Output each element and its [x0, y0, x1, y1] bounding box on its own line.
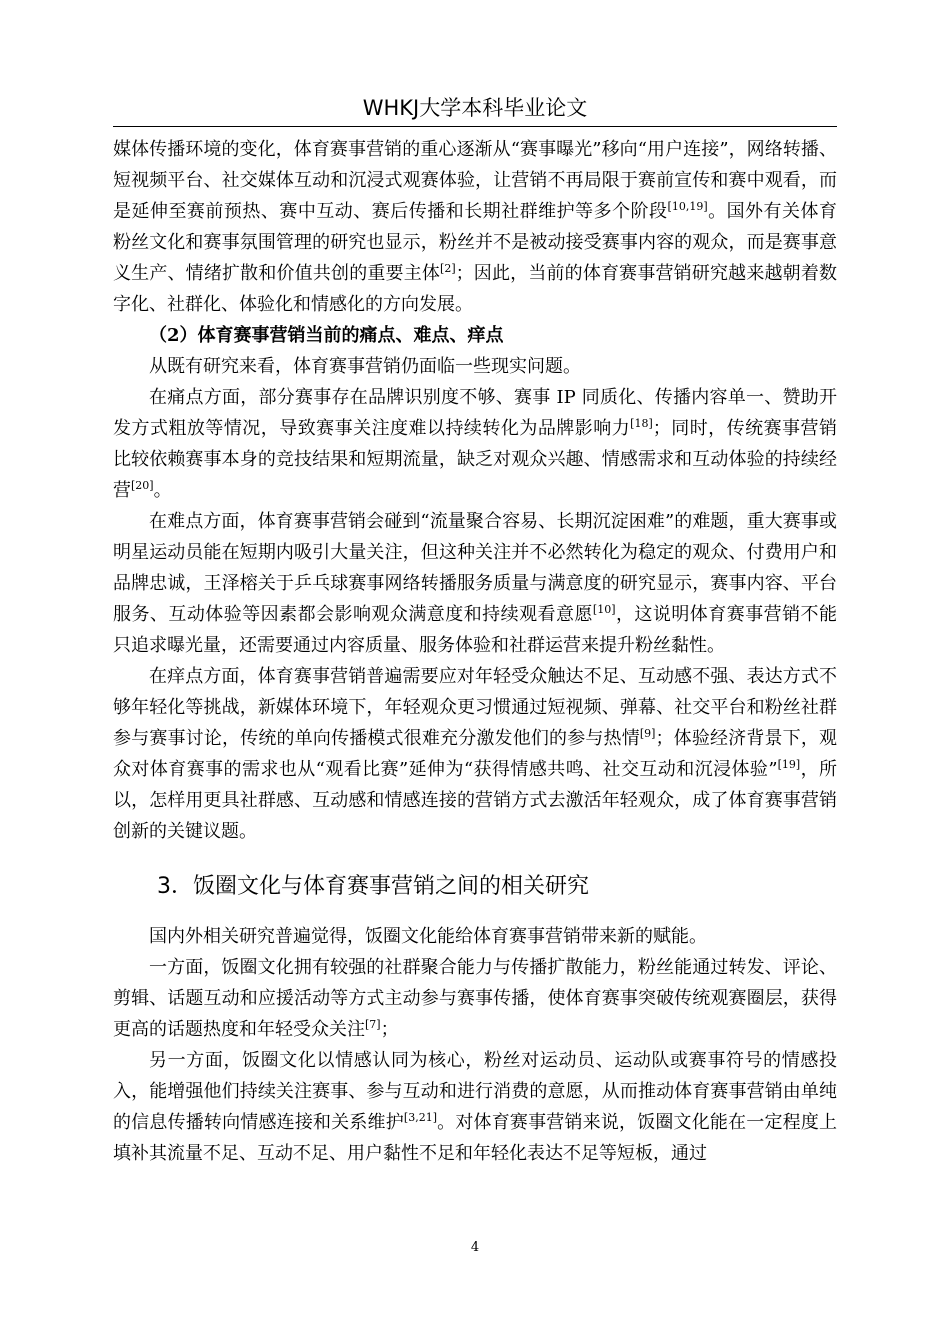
citation: [3,21] — [403, 1111, 437, 1124]
citation: [10] — [592, 603, 616, 616]
paragraph-2: 从既有研究来看，体育赛事营销仍面临一些现实问题。 — [149, 356, 581, 377]
page-header-title: WHKJ大学本科毕业论文 — [362, 96, 588, 120]
citation: [19] — [777, 758, 801, 771]
citation: [2] — [440, 262, 456, 275]
paragraph-8: 另一方面，饭圈文化以情感认同为核心，粉丝对运动员、运动队或赛事符号的情感投入，能增强他们持续关注赛事、参与互动和进行消费的意愿，从而推动体育赛事营销由单纯的信息传播转向情感连接和关系维护[3,21]。对体育赛事营销来说，饭圈文化能在一定程度上填补其流量不足、互动不足、用户黏性不足和年轻化表达不足等短板，通过 — [113, 1050, 838, 1164]
paragraph-3: 在痛点方面，部分赛事存在品牌识别度不够、赛事 IP 同质化、传播内容单一、赞助开发方式粗放等情况，导致赛事关注度难以持续转化为品牌影响力[18]；同时，传统赛事营销比较依赖赛事本身的竞技结果和短期流量，缺乏对观众兴趣、情感需求和互动体验的持续经营[20]。 — [113, 387, 837, 501]
page-number: 4 — [470, 1240, 480, 1255]
body-text — [113, 134, 837, 1169]
paragraph-7: 一方面，饭圈文化拥有较强的社群聚合能力与传播扩散能力，粉丝能通过转发、评论、剪辑、话题互动和应援活动等方式主动参与赛事传播，使体育赛事突破传统观赛圈层，获得更高的话题热度和年轻受众关注[7]； — [113, 957, 837, 1040]
citation: [9] — [639, 727, 656, 740]
paragraph-1: 媒体传播环境的变化，体育赛事营销的重心逐渐从“赛事曝光”移向“用户连接”，网络转播、短视频平台、社交媒体互动和沉浸式观赛体验，让营销不再局限于赛前宣传和赛中观看，而是延伸至赛前预热、赛中互动、赛后传播和长期社群维护等多个阶段[10,19]。国外有关体育粉丝文化和赛事氛围管理的研究也显示，粉丝并不是被动接受赛事内容的观众，而是赛事意义生产、情绪扩散和价值共创的重要主体[2]；因此，当前的体育赛事营销研究越来越朝着数字化、社群化、体验化和情感化的方向发展。 — [113, 139, 838, 315]
header-divider — [113, 126, 837, 127]
citation: [7] — [365, 1018, 381, 1031]
paragraph-5: 在痒点方面，体育赛事营销普遍需要应对年轻受众触达不足、互动感不强、表达方式不够年轻化等挑战，新媒体环境下，年轻观众更习惯通过短视频、弹幕、社交平台和粉丝社群参与赛事讨论，传统的单向传播模式很难充分激发他们的参与热情[9]；体验经济背景下，观众对体育赛事的需求也从“观看比赛”延伸为“获得情感共鸣、社交互动和沉浸体验”[19]，所以，怎样用更具社群感、互动感和情感连接的营销方式去激活年轻观众，成了体育赛事营销创新的关键议题。 — [113, 666, 838, 842]
subheading: （2）体育赛事营销当前的痛点、难点、痒点 — [149, 325, 504, 346]
section-heading: 3．饭圈文化与体育赛事营销之间的相关研究 — [157, 874, 589, 899]
paragraph-4: 在难点方面，体育赛事营销会碰到“流量聚合容易、长期沉淀困难”的难题，重大赛事或明星运动员能在短期内吸引大量关注，但这种关注并不必然转化为稳定的观众、付费用户和品牌忠诚，王泽榕关于乒乓球赛事网络转播服务质量与满意度的研究显示，赛事内容、平台服务、互动体验等因素都会影响观众满意度和持续观看意愿[10]，这说明体育赛事营销不能只追求曝光量，还需要通过内容质量、服务体验和社群运营来提升粉丝黏性。 — [113, 511, 838, 656]
citation: [20] — [131, 479, 154, 492]
paragraph-6: 国内外相关研究普遍觉得，饭圈文化能给体育赛事营销带来新的赋能。 — [149, 926, 707, 947]
citation: [10,19] — [667, 200, 708, 213]
citation: [18] — [630, 417, 653, 430]
